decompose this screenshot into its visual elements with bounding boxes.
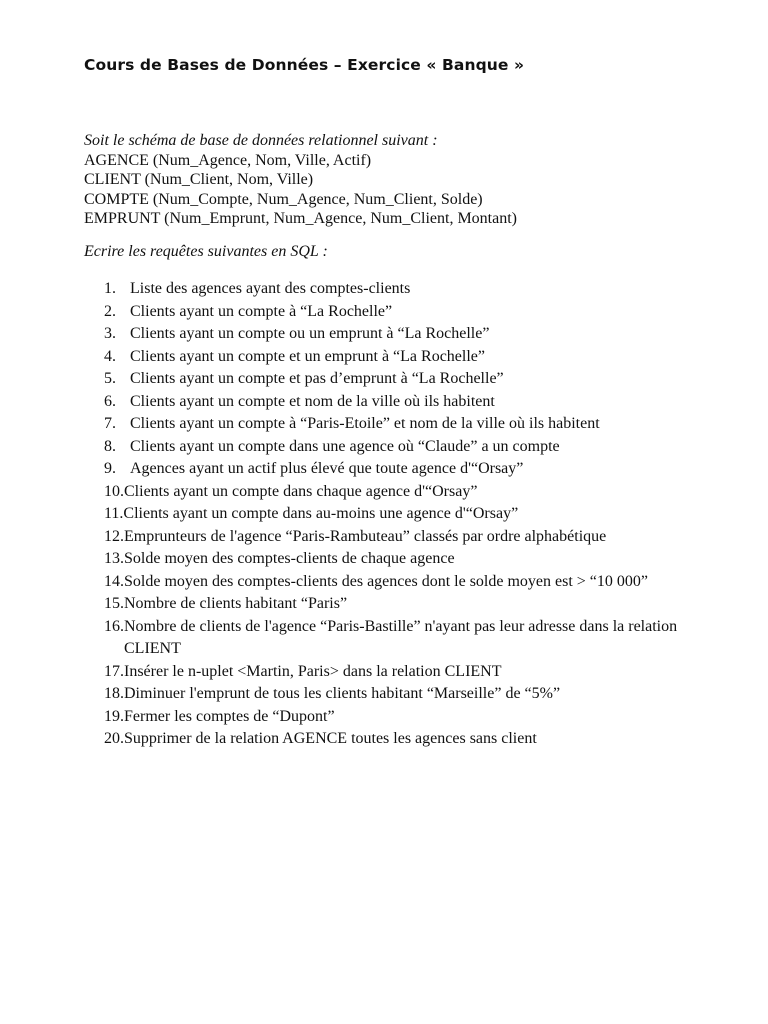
query-item bbox=[104, 661, 704, 684]
query-item bbox=[104, 616, 704, 661]
query-item bbox=[104, 323, 704, 346]
query-text: Clients ayant un compte dans une agence où “Claude” a un compte bbox=[130, 437, 560, 455]
query-item bbox=[104, 571, 704, 594]
query-number: 4. bbox=[104, 347, 116, 365]
schema-intro: Soit le schéma de base de données relationnel suivant : bbox=[84, 132, 438, 149]
schema-relation: CLIENT (Num_Client, Nom, Ville) bbox=[84, 171, 314, 188]
schema-relation: AGENCE (Num_Agence, Nom, Ville, Actif) bbox=[84, 151, 372, 169]
query-item bbox=[104, 458, 704, 481]
query-number: 3. bbox=[104, 325, 116, 342]
query-text: Agences ayant un actif plus élevé que toute agence d'“Orsay” bbox=[130, 460, 524, 477]
query-item bbox=[104, 346, 704, 369]
query-number: 17. bbox=[104, 662, 124, 680]
query-number: 16. bbox=[104, 617, 124, 635]
query-text: Clients ayant un compte à “Paris-Etoile” et nom de la ville où ils habitent bbox=[130, 415, 600, 432]
schema-section bbox=[84, 131, 517, 229]
query-number: 8. bbox=[104, 437, 116, 455]
query-item bbox=[104, 503, 704, 526]
query-text: Supprimer de la relation AGENCE toutes les agences sans client bbox=[124, 730, 537, 747]
query-item bbox=[104, 278, 704, 301]
query-item bbox=[104, 526, 704, 549]
query-list bbox=[104, 278, 704, 751]
query-item bbox=[104, 368, 704, 391]
query-text: Clients ayant un compte et nom de la ville où ils habitent bbox=[130, 392, 495, 410]
query-text: Clients ayant un compte dans chaque agence d'“Orsay” bbox=[124, 482, 478, 500]
query-text: Nombre de clients de l'agence “Paris-Bastille” n'ayant pas leur adresse dans la relation CLIENT bbox=[124, 617, 678, 657]
query-number: 18. bbox=[104, 685, 124, 702]
query-text: Clients ayant un compte ou un emprunt à “La Rochelle” bbox=[130, 325, 490, 342]
query-item bbox=[104, 728, 704, 751]
query-item bbox=[104, 391, 704, 414]
query-item bbox=[104, 548, 704, 571]
query-text: Clients ayant un compte et pas d’emprunt à “La Rochelle” bbox=[130, 370, 504, 387]
query-number: 11. bbox=[104, 505, 124, 522]
query-text: Solde moyen des comptes-clients de chaque agence bbox=[124, 550, 455, 567]
query-number: 6. bbox=[104, 392, 116, 410]
query-number: 14. bbox=[104, 572, 124, 590]
query-number: 12. bbox=[104, 527, 124, 545]
query-number: 2. bbox=[104, 302, 116, 320]
query-item bbox=[104, 683, 704, 706]
query-number: 7. bbox=[104, 415, 116, 432]
exercise-prompt: Ecrire les requêtes suivantes en SQL : bbox=[84, 243, 328, 260]
query-text: Fermer les comptes de “Dupont” bbox=[124, 707, 335, 725]
query-number: 13. bbox=[104, 550, 124, 567]
query-item bbox=[104, 706, 704, 729]
query-item bbox=[104, 301, 704, 324]
query-text: Insérer le n-uplet <Martin, Paris> dans la relation CLIENT bbox=[124, 662, 502, 680]
query-text: Nombre de clients habitant “Paris” bbox=[124, 595, 348, 612]
schema-relation: EMPRUNT (Num_Emprunt, Num_Agence, Num_Client, Montant) bbox=[84, 210, 517, 227]
document-title: Cours de Bases de Données – Exercice « Banque » bbox=[84, 56, 525, 74]
query-number: 1. bbox=[104, 280, 116, 297]
query-item bbox=[104, 436, 704, 459]
schema-relation: COMPTE (Num_Compte, Num_Agence, Num_Client, Solde) bbox=[84, 190, 483, 208]
query-text: Clients ayant un compte à “La Rochelle” bbox=[130, 302, 393, 320]
query-number: 20. bbox=[104, 730, 124, 747]
query-text: Emprunteurs de l'agence “Paris-Rambuteau” classés par ordre alphabétique bbox=[124, 527, 607, 545]
query-text: Solde moyen des comptes-clients des agences dont le solde moyen est > “10 000” bbox=[124, 572, 649, 590]
query-item bbox=[104, 593, 704, 616]
query-text: Liste des agences ayant des comptes-clients bbox=[130, 280, 411, 297]
query-item bbox=[104, 413, 704, 436]
query-text: Diminuer l'emprunt de tous les clients habitant “Marseille” de “5%” bbox=[124, 685, 561, 702]
query-number: 15. bbox=[104, 595, 124, 612]
query-text: Clients ayant un compte et un emprunt à “La Rochelle” bbox=[130, 347, 485, 365]
query-text: Clients ayant un compte dans au-moins une agence d'“Orsay” bbox=[123, 505, 519, 522]
query-item bbox=[104, 481, 704, 504]
query-number: 5. bbox=[104, 370, 116, 387]
query-number: 9. bbox=[104, 460, 116, 477]
query-number: 10. bbox=[104, 482, 124, 500]
query-number: 19. bbox=[104, 707, 124, 725]
